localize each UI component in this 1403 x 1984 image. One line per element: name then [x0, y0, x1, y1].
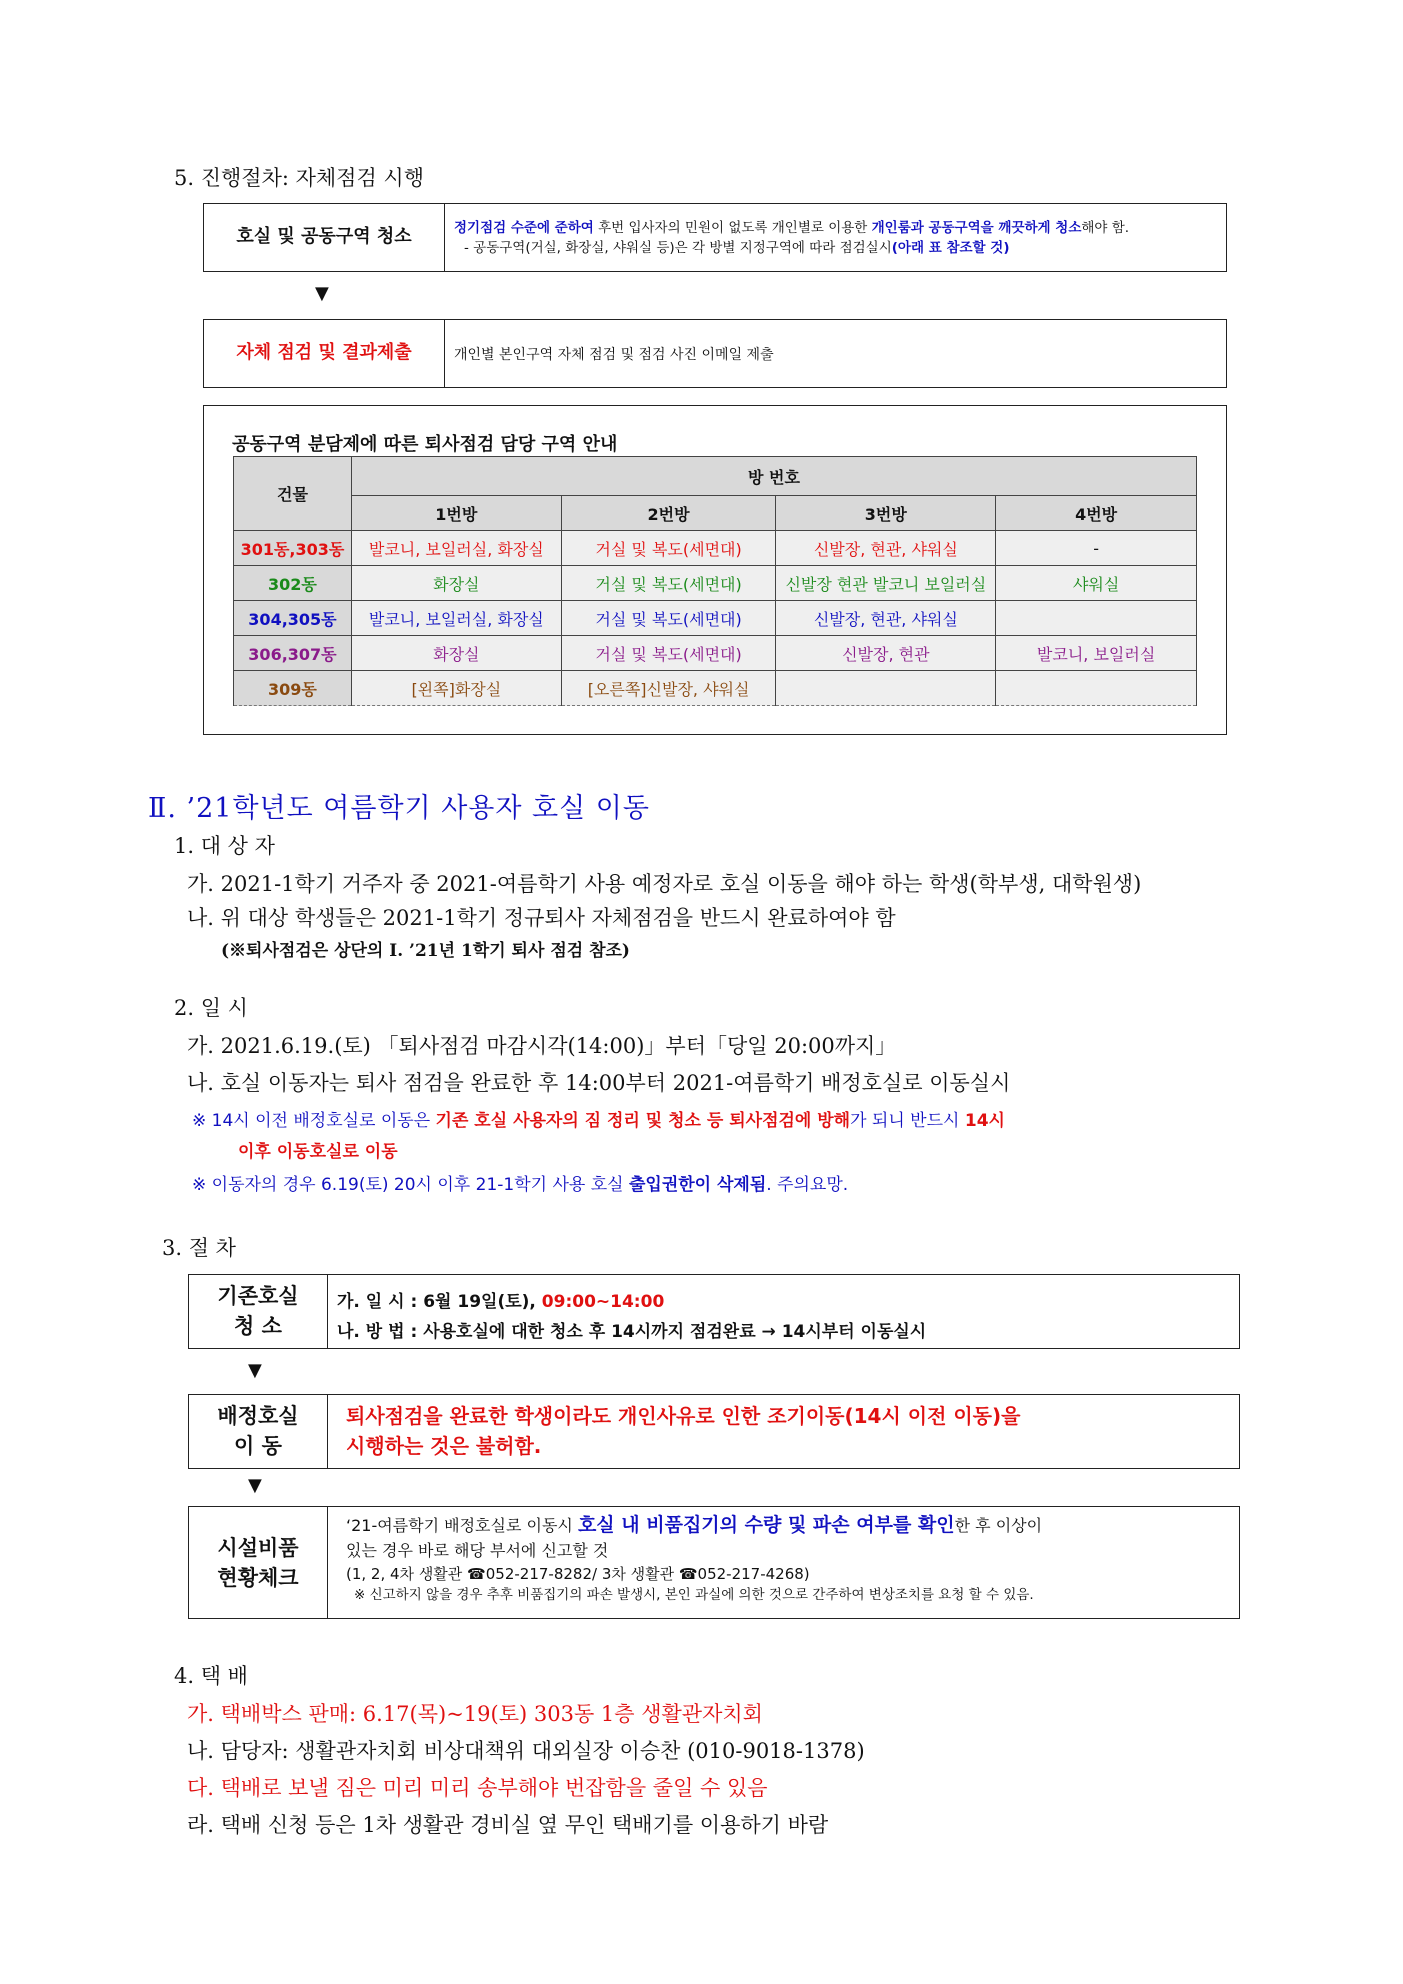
- step1-desc-text2: 해야 함.: [1081, 220, 1130, 236]
- procedure-label-facility: [189, 1533, 327, 1593]
- step1-desc-ref: (아래 표 참조할 것): [891, 240, 1010, 256]
- procedure-label-move: [189, 1401, 327, 1461]
- step1-desc-emph1: 정기점검 수준에 준하여: [454, 220, 594, 236]
- facility-text2: 한 후 이상이: [954, 1516, 1043, 1535]
- zone-cell-room-4: [996, 671, 1197, 706]
- zone-cell-room-1: 화장실: [351, 636, 561, 671]
- warning1-text2: 가 되니 반드시: [850, 1111, 965, 1131]
- step1-desc-line2: - 공동구역(거실, 화장실, 샤워실 등)은 각 방별 지정구역에 따라 점검실시: [464, 240, 892, 256]
- step2-desc: 개인별 본인구역 자체 점검 및 점검 사진 이메일 제출: [454, 347, 774, 363]
- step1-desc: [454, 218, 1129, 258]
- zone-cell-room-1: 발코니, 보일러실, 화장실: [351, 601, 561, 636]
- item4-na: 나. 담당자: 생활관자치회 비상대책위 대외실장 이승찬 (010-9018-1378): [187, 1739, 865, 1763]
- zone-table-frame: [203, 405, 1227, 735]
- label-line1: 배정호실: [217, 1404, 299, 1428]
- item4-heading: 4. 택 배: [174, 1664, 248, 1688]
- section2-title: Ⅱ. ’21학년도 여름학기 사용자 호실 이동: [148, 793, 650, 824]
- zone-cell-room-3: 신발장 현관 발코니 보일러실: [776, 566, 996, 601]
- zone-cell-room-1: 발코니, 보일러실, 화장실: [351, 531, 561, 566]
- table-row: [234, 566, 1197, 601]
- procedure-desc-facility: [346, 1513, 1042, 1605]
- facility-line2: 있는 경우 바로 해당 부서에 신고할 것: [346, 1541, 609, 1560]
- zone-cell-room-3: 신발장, 현관, 샤워실: [776, 601, 996, 636]
- procedure-desc-move: [346, 1401, 1020, 1461]
- down-arrow-icon: ▼: [248, 1360, 262, 1381]
- warning2-text: ※ 이동자의 경우 6.19(토) 20시 이후 21-1학기 사용 호실: [192, 1175, 629, 1195]
- item1-heading: 1. 대 상 자: [174, 834, 275, 858]
- facility-note: ※ 신고하지 않을 경우 추후 비품집기의 파손 발생시, 본인 과실에 의한 것으로 간주하여 변상조치를 요청 할 수 있음.: [354, 1587, 1034, 1603]
- label-line1: 기존호실: [217, 1284, 299, 1308]
- label-line2: 현황체크: [217, 1566, 299, 1590]
- down-arrow-icon: ▼: [248, 1475, 262, 1496]
- header-room-2: 2번방: [561, 496, 776, 531]
- zone-cell-room-2: [오른쪽]신발장, 샤워실: [561, 671, 776, 706]
- zone-cell-room-4: -: [996, 531, 1197, 566]
- warning1-text: ※ 14시 이전 배정호실로 이동은: [192, 1111, 436, 1131]
- item2-warning1: [192, 1106, 1005, 1131]
- item1-ga: 가. 2021-1학기 거주자 중 2021-여름학기 사용 예정자로 호실 이동을 해야 하는 학생(학부생, 대학원생): [187, 872, 1142, 896]
- warning2-emph: 출입권한이 삭제됨: [628, 1175, 767, 1195]
- zone-cell-room-1: 화장실: [351, 566, 561, 601]
- warning1-emph2: 14시: [964, 1111, 1005, 1131]
- item2-warning2: [192, 1170, 848, 1195]
- procedure-box-facility: [188, 1506, 1240, 1619]
- header-room: 방 번호: [351, 457, 1196, 496]
- header-building: 건물: [234, 457, 352, 531]
- zone-cell-room-2: 거실 및 복도(세면대): [561, 531, 776, 566]
- table-row: [234, 531, 1197, 566]
- down-arrow-icon: ▼: [315, 283, 329, 304]
- zone-cell-room-3: 신발장, 현관: [776, 636, 996, 671]
- zone-cell-room-1: [왼쪽]화장실: [351, 671, 561, 706]
- procedure-box-cleaning: [188, 1274, 1240, 1349]
- item2-heading: 2. 일 시: [174, 996, 248, 1020]
- step1-label: 호실 및 공동구역 청소: [236, 226, 412, 247]
- header-room-3: 3번방: [776, 496, 996, 531]
- building-cell: 301동,303동: [234, 531, 352, 566]
- facility-contacts: (1, 2, 4차 생활관 ☎052-217-8282/ 3차 생활관 ☎052-217-4268): [346, 1565, 810, 1583]
- label-line2: 이 동: [234, 1434, 282, 1458]
- zone-cell-room-2: 거실 및 복도(세면대): [561, 601, 776, 636]
- zone-table: [233, 456, 1197, 706]
- label-line1: 시설비품: [217, 1536, 299, 1560]
- zone-cell-room-3: 신발장, 현관, 샤워실: [776, 531, 996, 566]
- zone-cell-room-4: [996, 601, 1197, 636]
- warning1-emph: 기존 호실 사용자의 짐 정리 및 청소 등 퇴사점검에 방해: [435, 1111, 851, 1131]
- procedure-desc-cleaning: [337, 1287, 926, 1347]
- building-cell: 304,305동: [234, 601, 352, 636]
- step1-desc-emph2: 개인룸과 공동구역을 깨끗하게 청소: [871, 220, 1082, 236]
- table-row: [234, 671, 1197, 706]
- building-cell: 309동: [234, 671, 352, 706]
- table-row: [234, 601, 1197, 636]
- procedure-box-move: [188, 1394, 1240, 1469]
- zone-cell-room-4: 발코니, 보일러실: [996, 636, 1197, 671]
- zone-cell-room-2: 거실 및 복도(세면대): [561, 636, 776, 671]
- zone-cell-room-4: 샤워실: [996, 566, 1197, 601]
- move-line1: 퇴사점검을 완료한 학생이라도 개인사유로 인한 조기이동(14시 이전 이동)을: [346, 1404, 1021, 1428]
- cleaning-date: 가. 일 시 : 6월 19일(토),: [337, 1292, 542, 1312]
- step2-label: 자체 점검 및 결과제출: [236, 342, 412, 363]
- warning2-text2: . 주의요망.: [766, 1175, 849, 1195]
- item2-na: 나. 호실 이동자는 퇴사 점검을 완료한 후 14:00부터 2021-여름학기 배정호실로 이동실시: [187, 1071, 1011, 1095]
- step1-box: [203, 203, 1227, 272]
- item3-heading: 3. 절 차: [162, 1236, 236, 1260]
- facility-text1: ‘21-여름학기 배정호실로 이동시: [346, 1516, 578, 1535]
- facility-emph: 호실 내 비품집기의 수량 및 파손 여부를 확인: [577, 1514, 955, 1536]
- cleaning-method: 나. 방 법 : 사용호실에 대한 청소 후 14시까지 점검완료 → 14시부터 이동실시: [337, 1322, 927, 1342]
- item4-ga: 가. 택배박스 판매: 6.17(목)~19(토) 303동 1층 생활관자치회: [187, 1702, 763, 1726]
- zone-cell-room-3: [776, 671, 996, 706]
- step2-box: [203, 319, 1227, 388]
- item4-da: 다. 택배로 보낼 짐은 미리 미리 송부해야 번잡함을 줄일 수 있음: [187, 1776, 768, 1800]
- step1-desc-text1: 후번 입사자의 민원이 없도록 개인별로 이용한: [593, 220, 872, 236]
- move-line2: 시행하는 것은 불허함.: [346, 1434, 542, 1458]
- table-row: [234, 636, 1197, 671]
- header-room-1: 1번방: [351, 496, 561, 531]
- section5-heading: 5. 진행절차: 자체점검 시행: [174, 166, 424, 190]
- item2-warning1-cont: 이후 이동호실로 이동: [238, 1142, 398, 1162]
- item4-ra: 라. 택배 신청 등은 1차 생활관 경비실 옆 무인 택배기를 이용하기 바람: [187, 1813, 829, 1837]
- zone-table-caption: 공동구역 분담제에 따른 퇴사점검 담당 구역 안내: [232, 434, 618, 455]
- building-cell: 302동: [234, 566, 352, 601]
- zone-cell-room-2: 거실 및 복도(세면대): [561, 566, 776, 601]
- item2-ga: 가. 2021.6.19.(토) 「퇴사점검 마감시각(14:00)」부터「당일 20:00까지」: [187, 1034, 897, 1058]
- cleaning-time: 09:00~14:00: [541, 1292, 665, 1312]
- item1-na: 나. 위 대상 학생들은 2021-1학기 정규퇴사 자체점검을 반드시 완료하여야 함: [187, 906, 896, 930]
- procedure-label-cleaning: [189, 1281, 327, 1341]
- label-line2: 청 소: [234, 1314, 282, 1338]
- header-room-4: 4번방: [996, 496, 1197, 531]
- item1-note: (※퇴사점검은 상단의 Ⅰ. ’21년 1학기 퇴사 점검 참조): [221, 941, 630, 961]
- building-cell: 306,307동: [234, 636, 352, 671]
